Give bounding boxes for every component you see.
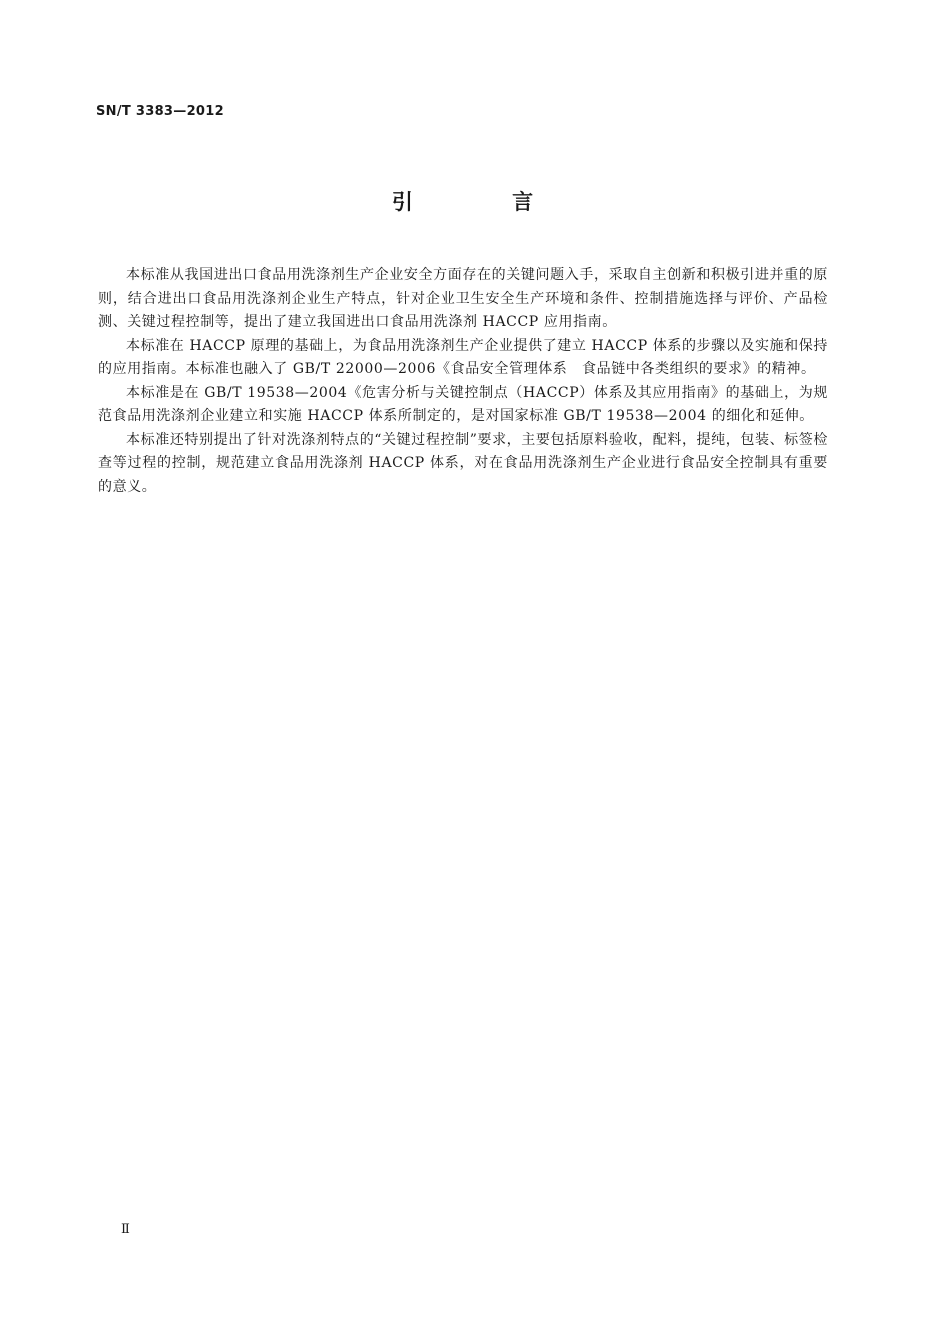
page-number: Ⅱ bbox=[121, 1222, 130, 1237]
paragraph-2: 本标准在 HACCP 原理的基础上，为食品用洗涤剂生产企业提供了建立 HACCP 体系的步骤以及实施和保持的应用指南。本标准也融入了 GB/T 22000—2006《食品安全管理体系 食品链中各类组织的要求》的精神。 bbox=[98, 337, 828, 377]
paragraph-3: 本标准是在 GB/T 19538—2004《危害分析与关键控制点（HACCP）体系及其应用指南》的基础上，为规范食品用洗涤剂企业建立和实施 HACCP 体系所制定的，是对国家标准 GB/T 19538—2004 的细化和延伸。 bbox=[98, 384, 828, 424]
paragraph-1: 本标准从我国进出口食品用洗涤剂生产企业安全方面存在的关键问题入手，采取自主创新和积极引进并重的原则，结合进出口食品用洗涤剂企业生产特点，针对企业卫生安全生产环境和条件、控制措施选择与评价、产品检测、关键过程控制等，提出了建立我国进出口食品用洗涤剂 HACCP 应用指南。 bbox=[98, 267, 828, 330]
body-text bbox=[98, 264, 828, 499]
section-title: 引 言 bbox=[391, 190, 580, 214]
standard-code: SN/T 3383—2012 bbox=[96, 104, 224, 119]
paragraph-4: 本标准还特别提出了针对洗涤剂特点的“关键过程控制”要求，主要包括原料验收，配料，提纯，包装、标签检查等过程的控制，规范建立食品用洗涤剂 HACCP 体系，对在食品用洗涤剂生产企业进行食品安全控制具有重要的意义。 bbox=[98, 431, 828, 495]
